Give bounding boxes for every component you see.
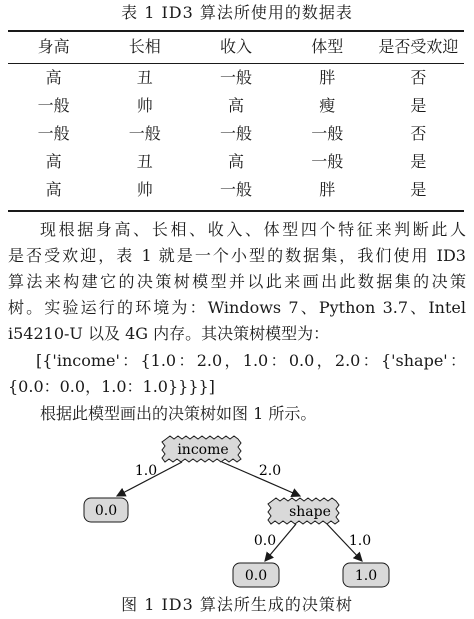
model-line: [{'income'：{1.0：2.0，1.0：0.0，2.0：{'shape'：: [36, 351, 466, 370]
shape-node-label: shape: [289, 504, 331, 520]
edge-label-shape-left: 0.0: [253, 533, 277, 549]
table-header-cell: 收入: [220, 37, 253, 56]
table-header-row: [8, 33, 464, 61]
paragraph-line: 现根据身高、长相、收入、体型四个特征来判断此人: [40, 220, 466, 239]
table-row: [8, 92, 464, 120]
edge-label-root-left: 1.0: [134, 463, 158, 479]
table-top-rule: [8, 30, 464, 32]
table-row: [8, 64, 464, 92]
figure-caption: 图 1 ID3 算法所生成的决策树: [121, 595, 353, 614]
table-cell: 高: [45, 180, 62, 199]
table-row: [8, 148, 464, 176]
edge-label-root-right: 2.0: [258, 463, 282, 479]
table-cell: 丑: [136, 152, 153, 171]
table-cell: 一般: [220, 68, 253, 87]
table-row: [8, 120, 464, 148]
table-cell: 一般: [220, 180, 253, 199]
table-cell: 胖: [319, 68, 336, 87]
leaf-node-shape-left-label: 0.0: [244, 568, 268, 584]
table-header-cell: 是否受欢迎: [378, 37, 459, 56]
table-cell: 否: [410, 124, 427, 143]
table-cell: 一般: [128, 124, 161, 143]
table-cell: 高: [45, 68, 62, 87]
table-header-cell: 长相: [128, 37, 161, 56]
model-line: {0.0：0.0，1.0：1.0}}}}]: [8, 377, 215, 396]
table-cell: 高: [228, 96, 245, 115]
table-header-cell: 体型: [311, 37, 344, 56]
paragraph-line: 树。实验运行的环境为：Windows 7、Python 3.7、Intel: [8, 298, 466, 317]
table-cell: 一般: [37, 124, 70, 143]
table-cell: 是: [410, 180, 427, 199]
table-cell: 是: [410, 152, 427, 171]
table-cell: 高: [45, 152, 62, 171]
table-cell: 一般: [311, 152, 344, 171]
table-caption: 表 1 ID3 算法所使用的数据表: [121, 3, 353, 22]
root-node-label: income: [177, 442, 229, 458]
leaf-node-shape-right-label: 1.0: [354, 568, 378, 584]
table-cell: 帅: [136, 180, 153, 199]
decision-tree-figure: [0, 430, 474, 595]
table-cell: 高: [228, 152, 245, 171]
table-cell: 一般: [37, 96, 70, 115]
table-cell: 丑: [136, 68, 153, 87]
leaf-node-left-label: 0.0: [94, 503, 118, 519]
table-cell: 胖: [319, 180, 336, 199]
table-row: [8, 176, 464, 204]
edge-label-shape-right: 1.0: [348, 533, 372, 549]
table-cell: 是: [410, 96, 427, 115]
paragraph-line: i54210-U 以及 4G 内存。其决策树模型为：: [8, 324, 330, 343]
table-cell: 否: [410, 68, 427, 87]
paragraph-line: 是否受欢迎，表 1 就是一个小型的数据集，我们使用 ID3: [8, 246, 466, 265]
table-cell: 帅: [136, 96, 153, 115]
table-bottom-rule: [8, 210, 464, 212]
table-header-cell: 身高: [37, 37, 70, 56]
paragraph-line: 算法来构建它的决策树模型并以此来画出此数据集的决策: [8, 272, 466, 291]
figure-reference-line: 根据此模型画出的决策树如图 1 所示。: [40, 404, 317, 423]
table-cell: 一般: [220, 124, 253, 143]
table-cell: 瘦: [319, 96, 336, 115]
table-cell: 一般: [311, 124, 344, 143]
